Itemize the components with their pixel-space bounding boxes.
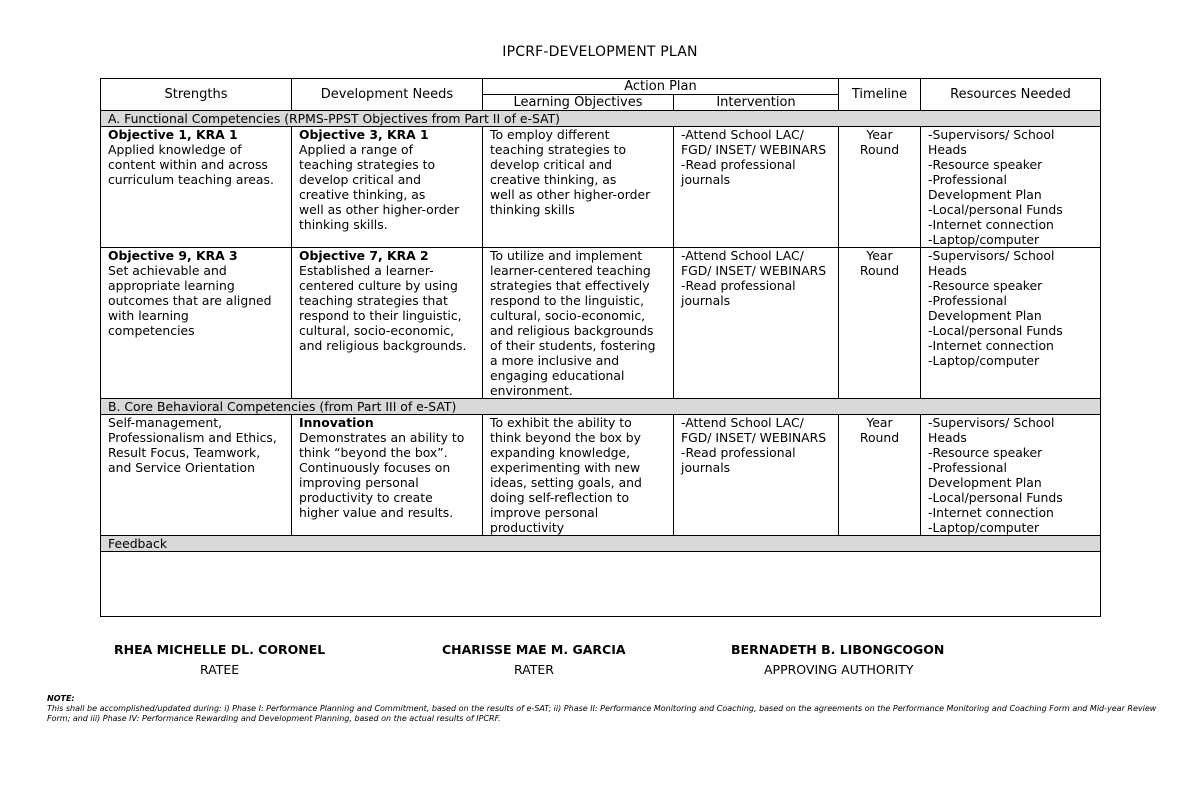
table-row	[101, 127, 1101, 248]
strength-cell	[101, 248, 292, 399]
header-intervention: Intervention	[674, 95, 839, 111]
section-b-heading: B. Core Behavioral Competencies (from Part III of e-SAT)	[101, 399, 1101, 415]
need-cell	[292, 248, 483, 399]
table-row	[101, 415, 1101, 536]
need-cell	[292, 127, 483, 248]
feedback-label: Feedback	[101, 536, 1101, 552]
need-text: Applied a range of teaching strategies to develop critical and creative thinking, as well as other higher-order thinking skills.	[299, 142, 460, 232]
learning-objective-cell: To utilize and implement learner-centered teaching strategies that effectively respond to the linguistic, cultural, socio-economic, and religious backgrounds of their students, fostering a more inclusive and engaging educational environment.	[483, 248, 674, 399]
resources-cell: -Supervisors/ School Heads -Resource speaker -Professional Development Plan -Local/personal Funds -Internet connection -Laptop/computer	[921, 415, 1101, 536]
timeline-cell: Year Round	[839, 415, 921, 536]
signatory-name: BERNADETH B. LIBONGCOGON	[731, 642, 945, 657]
header-timeline: Timeline	[839, 79, 921, 111]
signatory-name: CHARISSE MAE M. GARCIA	[442, 642, 626, 657]
section-b-row	[101, 399, 1101, 415]
timeline-cell: Year Round	[839, 127, 921, 248]
section-a-row	[101, 111, 1101, 127]
strength-title: Objective 1, KRA 1	[108, 127, 238, 142]
resources-cell: -Supervisors/ School Heads -Resource speaker -Professional Development Plan -Local/personal Funds -Internet connection -Laptop/computer	[921, 248, 1101, 399]
signatory-rater	[442, 642, 626, 677]
note-heading: NOTE:	[47, 694, 75, 703]
note	[47, 694, 1157, 724]
need-text: Established a learner- centered culture by using teaching strategies that respond to their linguistic, cultural, socio-economic, and religious backgrounds.	[299, 263, 467, 353]
need-title: Objective 7, KRA 2	[299, 248, 429, 263]
strength-text: Applied knowledge of content within and across curriculum teaching areas.	[108, 142, 274, 187]
header-resources-needed: Resources Needed	[921, 79, 1101, 111]
header-development-needs: Development Needs	[292, 79, 483, 111]
note-text: This shall be accomplished/updated during: i) Phase I: Performance Planning and Commitment, based on the results of e-SAT; ii) Phase II: Performance Monitoring and Coaching, based on the agreements on the Performance Monitoring and Coaching Form and Mid-year Review Form; and iii) Phase IV: Performance Rewarding and Development Planning, based on the actual results of IPCRF.	[47, 704, 1157, 723]
section-a-heading: A. Functional Competencies (RPMS-PPST Objectives from Part II of e-SAT)	[101, 111, 1101, 127]
feedback-area[interactable]	[101, 552, 1101, 617]
table-row	[101, 248, 1101, 399]
need-title: Objective 3, KRA 1	[299, 127, 429, 142]
signatory-approving-authority	[731, 642, 945, 677]
page-title: IPCRF-DEVELOPMENT PLAN	[502, 44, 698, 60]
strength-title: Objective 9, KRA 3	[108, 248, 238, 263]
header-learning-objectives: Learning Objectives	[483, 95, 674, 111]
need-title: Innovation	[299, 415, 374, 430]
intervention-cell: -Attend School LAC/ FGD/ INSET/ WEBINARS -Read professional journals	[674, 248, 839, 399]
learning-objective-cell: To exhibit the ability to think beyond the box by expanding knowledge, experimenting with new ideas, setting goals, and doing self-reflection to improve personal productivity	[483, 415, 674, 536]
signatory-role: RATER	[514, 662, 554, 677]
header-row	[101, 79, 1101, 95]
intervention-cell: -Attend School LAC/ FGD/ INSET/ WEBINARS -Read professional journals	[674, 127, 839, 248]
strength-cell	[101, 127, 292, 248]
strength-text: Set achievable and appropriate learning outcomes that are aligned with learning competencies	[108, 263, 272, 338]
signatory-ratee	[114, 642, 326, 677]
signatory-role: APPROVING AUTHORITY	[764, 662, 914, 677]
learning-objective-cell: To employ different teaching strategies to develop critical and creative thinking, as well as other higher-order thinking skills	[483, 127, 674, 248]
header-strengths: Strengths	[101, 79, 292, 111]
timeline-cell: Year Round	[839, 248, 921, 399]
development-plan-table	[100, 78, 1101, 617]
resources-cell: -Supervisors/ School Heads -Resource speaker -Professional Development Plan -Local/personal Funds -Internet connection -Laptop/computer	[921, 127, 1101, 248]
header-action-plan: Action Plan	[483, 79, 839, 95]
feedback-row	[101, 552, 1101, 617]
signatory-role: RATEE	[200, 662, 240, 677]
need-cell	[292, 415, 483, 536]
need-text: Demonstrates an ability to think “beyond the box”. Continuously focuses on improving personal productivity to create higher value and results.	[299, 430, 465, 520]
signatory-name: RHEA MICHELLE DL. CORONEL	[114, 642, 326, 657]
intervention-cell: -Attend School LAC/ FGD/ INSET/ WEBINARS -Read professional journals	[674, 415, 839, 536]
strength-cell: Self-management, Professionalism and Ethics, Result Focus, Teamwork, and Service Orientation	[101, 415, 292, 536]
feedback-label-row	[101, 536, 1101, 552]
